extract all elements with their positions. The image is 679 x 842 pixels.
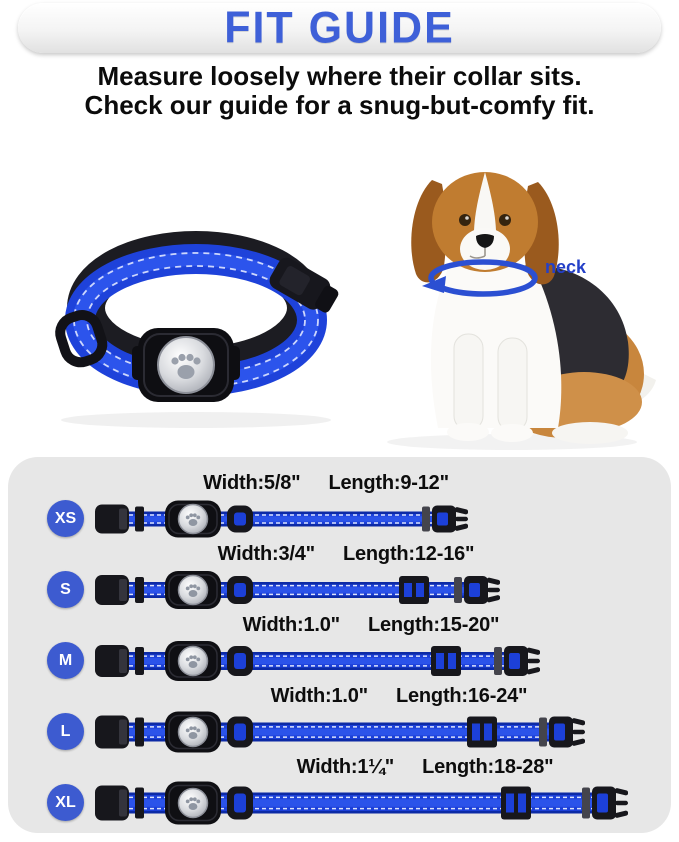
intro-line-1: Measure loosely where their collar sits.: [97, 61, 582, 91]
size-badge: XL: [47, 784, 84, 821]
size-spec: [218, 543, 475, 566]
length-spec: Length:12-16": [342, 543, 475, 565]
collar-graphic: [95, 567, 500, 613]
intro-line-2: Check our guide for a snug-but-comfy fit.: [84, 90, 595, 120]
size-badge: S: [47, 571, 84, 608]
page-title: FIT GUIDE: [224, 2, 455, 53]
length-spec: Length:9-12": [328, 472, 449, 494]
width-spec: Width:1.0": [242, 614, 340, 636]
size-row-xs: [8, 471, 671, 542]
size-row-s: [8, 542, 671, 613]
neck-label: neck: [545, 257, 587, 277]
figures-section: [0, 120, 679, 457]
collar-graphic: [95, 496, 468, 542]
size-row-xl: [8, 755, 671, 826]
collar-graphic: [95, 780, 628, 826]
width-spec: Width:5/8": [203, 472, 301, 494]
length-spec: Length:16-24": [395, 685, 528, 707]
collar-graphic: [95, 709, 585, 755]
intro-text: [0, 62, 679, 120]
size-spec: [203, 472, 449, 495]
size-spec: [297, 756, 554, 779]
size-badge: XS: [47, 500, 84, 537]
width-spec: Width:3/4": [217, 543, 315, 565]
length-spec: Length:18-28": [422, 756, 554, 778]
size-badge: M: [47, 642, 84, 679]
collar-graphic: [95, 638, 540, 684]
dog-image: [362, 136, 662, 451]
size-badge: L: [47, 713, 84, 750]
size-guide-panel: [8, 457, 671, 833]
fit-guide-banner: [18, 3, 661, 53]
size-row-l: [8, 684, 671, 755]
length-spec: Length:15-20": [367, 614, 500, 636]
width-spec: Width:1.0": [270, 685, 368, 707]
size-spec: [271, 685, 528, 708]
size-spec: [243, 614, 500, 637]
width-spec: Width:1¼": [296, 756, 395, 778]
size-row-m: [8, 613, 671, 684]
collar-product-image: [36, 220, 346, 435]
